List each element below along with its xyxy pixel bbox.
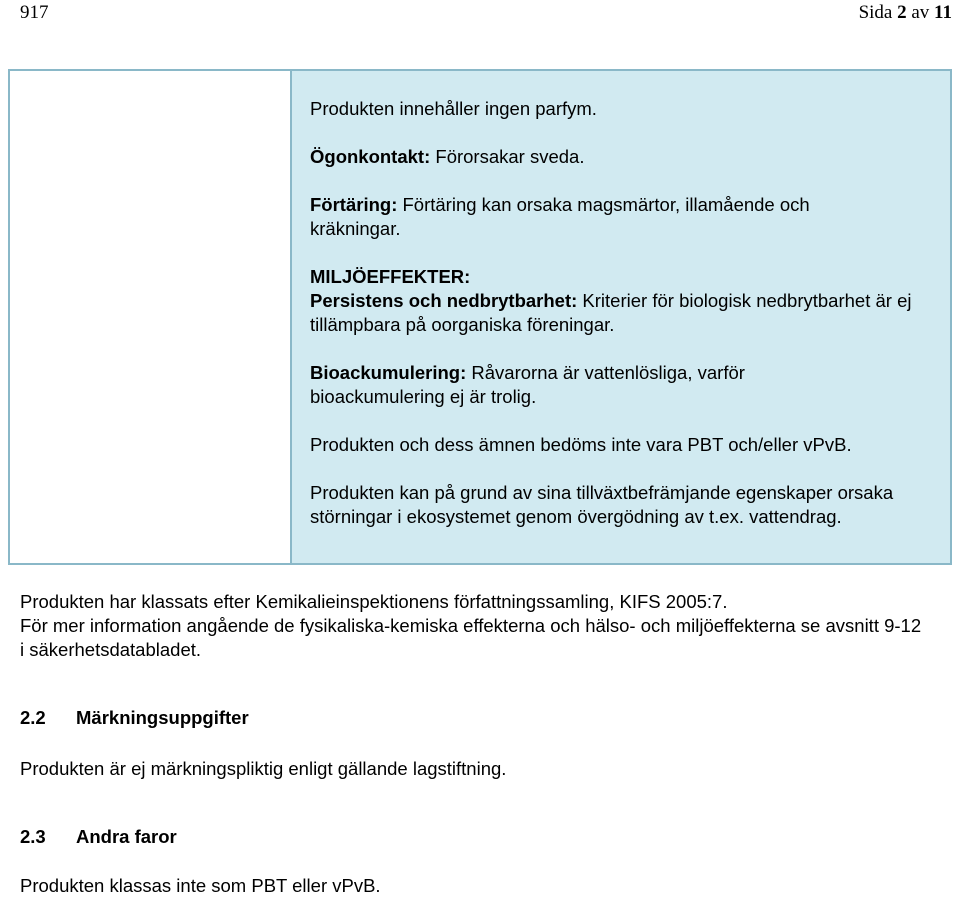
document-number: 917 xyxy=(20,2,49,23)
eye-contact-text: Förorsakar sveda. xyxy=(430,146,585,167)
page-current: 2 xyxy=(897,2,907,23)
eye-contact-label: Ögonkontakt: xyxy=(310,146,431,167)
section-2-2-title: Märkningsuppgifter xyxy=(76,707,249,728)
page-indicator xyxy=(859,2,952,24)
persistence-text: Kriterier för biologisk nedbrytbarhet är ej tillämpbara på oorganiska föreningar. xyxy=(310,290,912,335)
info-table-left-cell xyxy=(10,71,290,563)
section-2-3-title: Andra faror xyxy=(76,826,177,847)
page-total: 11 xyxy=(934,2,952,23)
persistence-info xyxy=(310,289,950,337)
perfume-note: Produkten innehåller ingen parfym. xyxy=(310,98,597,119)
page-prefix: Sida xyxy=(858,2,898,23)
ingestion-text: Förtäring kan orsaka magsmärtor, illamående och kräkningar. xyxy=(310,194,810,239)
eye-contact-info xyxy=(310,145,950,169)
eutrophication-info: Produkten kan på grund av sina tillväxtbefrämjande egenskaper orsaka störningar i ekosystemet genom övergödning av t.ex. vattendrag. xyxy=(310,482,894,527)
ingestion-label: Förtäring: xyxy=(310,194,398,215)
section-2-2-number: 2.2 xyxy=(20,707,46,728)
labelling-text: Produkten är ej märkningspliktig enligt gällande lagstiftning. xyxy=(20,758,507,779)
environment-heading: MILJÖEFFEKTER: xyxy=(310,266,471,287)
section-2-3-heading xyxy=(20,826,177,848)
pbt-assessment: Produkten och dess ämnen bedöms inte vara PBT och/eller vPvB. xyxy=(310,434,852,455)
more-info-text: För mer information angående de fysikaliska-kemiska effekterna och hälso- och miljöeffekterna se avsnitt 9-12 i säkerhetsdatabladet. xyxy=(20,615,922,660)
bioaccumulation-info xyxy=(310,361,830,409)
page-mid: av xyxy=(906,2,935,23)
persistence-label: Persistens och nedbrytbarhet: xyxy=(310,290,578,311)
bioaccumulation-text: Råvarorna är vattenlösliga, varför bioackumulering ej är trolig. xyxy=(310,362,745,407)
classification-text: Produkten har klassats efter Kemikalieinspektionens författningssamling, KIFS 2005:7. xyxy=(20,591,728,612)
section-2-2-heading xyxy=(20,707,249,729)
info-table-right-cell xyxy=(290,71,950,563)
info-table xyxy=(8,69,952,565)
other-hazards-text: Produkten klassas inte som PBT eller vPvB. xyxy=(20,875,381,896)
bioaccumulation-label: Bioackumulering: xyxy=(310,362,467,383)
section-2-3-number: 2.3 xyxy=(20,826,46,847)
ingestion-info xyxy=(310,193,890,241)
